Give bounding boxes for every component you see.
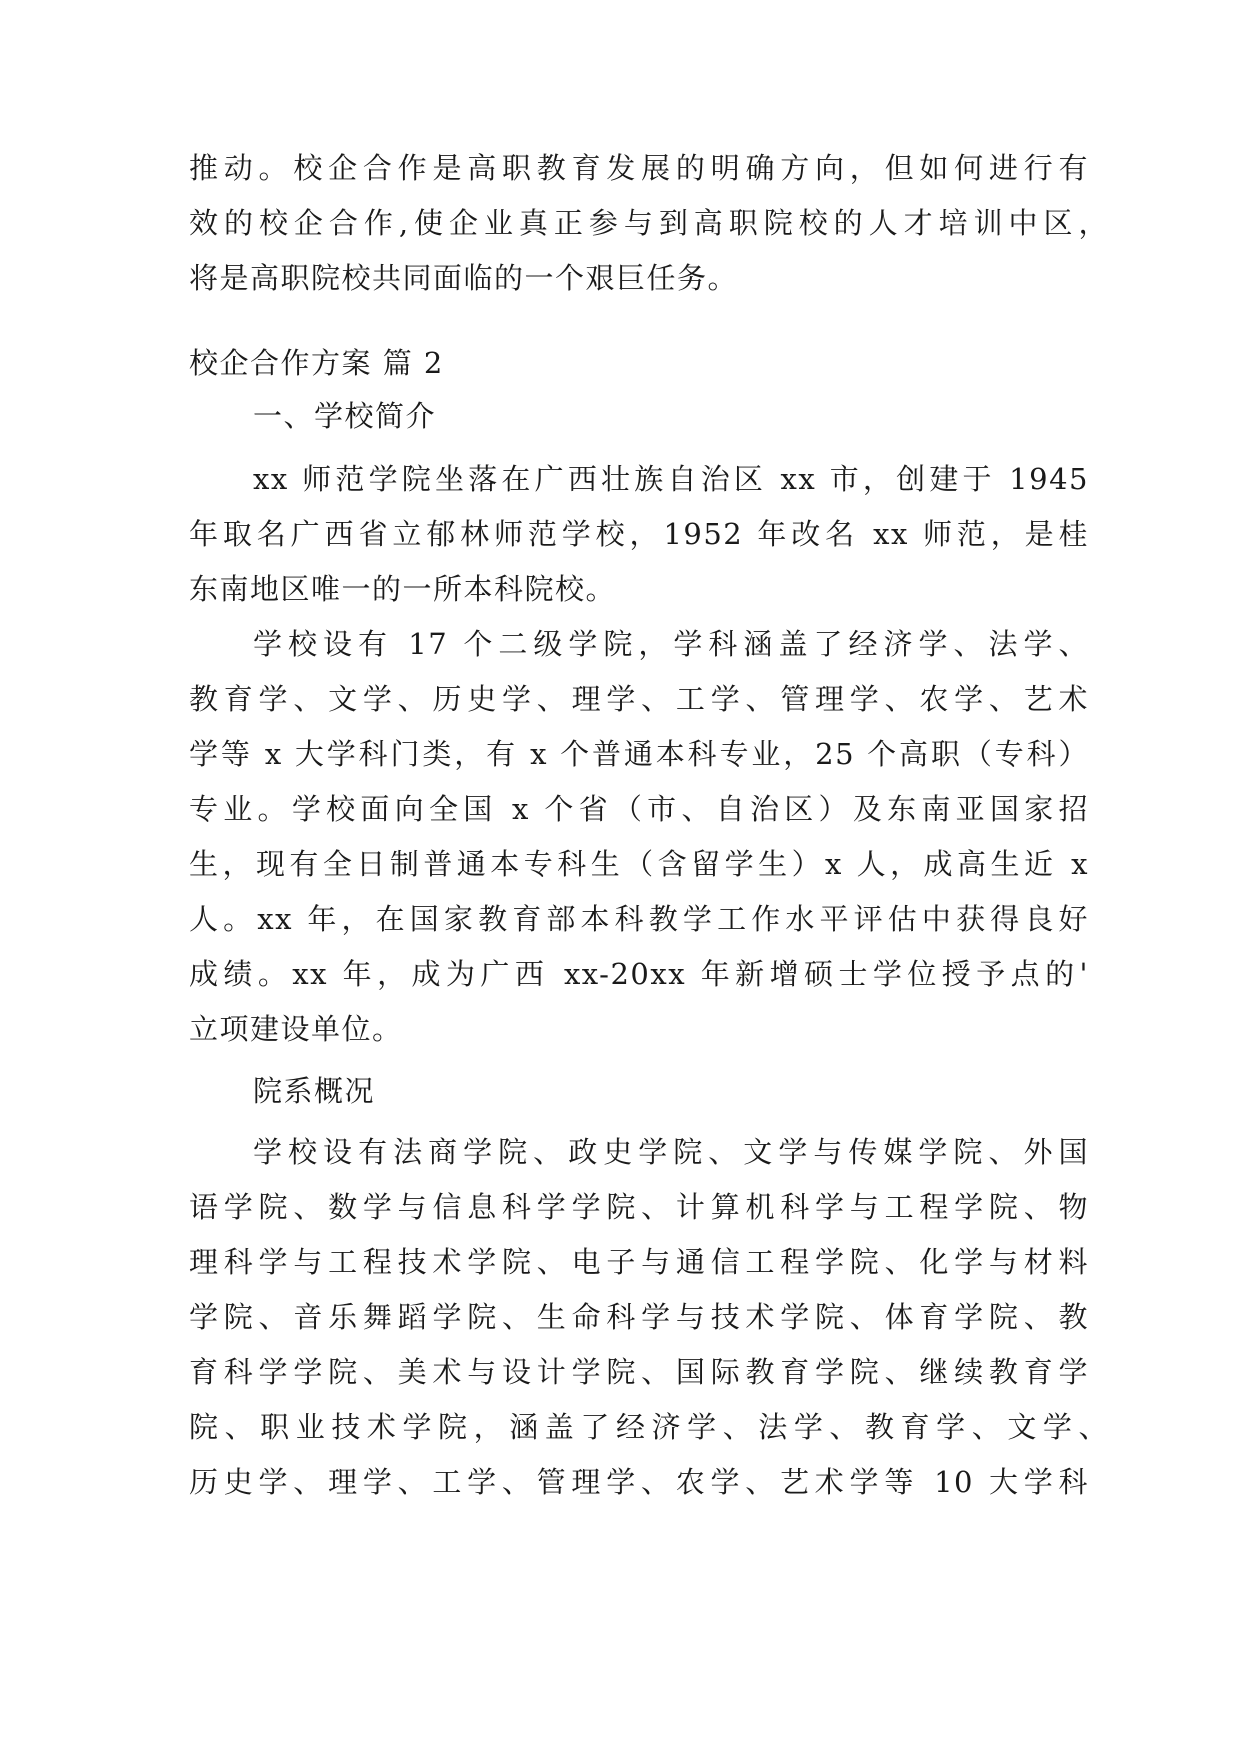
paragraph-line: 学校设有法商学院、政史学院、文学与传媒学院、外国: [253, 1135, 1089, 1169]
paragraph-line: xx 师范学院坐落在广西壮族自治区 xx 市，创建于 1945: [253, 462, 1089, 496]
paragraph-line: 学等 x 大学科门类，有 x 个普通本科专业，25 个高职（专科）: [189, 737, 1089, 771]
paragraph-line: 立项建设单位。: [189, 1012, 403, 1046]
paragraph-line: 院、职业技术学院，涵盖了经济学、法学、教育学、文学、: [189, 1410, 1109, 1444]
subsection-heading: 院系概况: [253, 1074, 376, 1108]
paragraph-line: 专业。学校面向全国 x 个省（市、自治区）及东南亚国家招: [189, 792, 1089, 826]
paragraph-line: 推动。校企合作是高职教育发展的明确方向，但如何进行有: [189, 151, 1089, 185]
paragraph-line: 理科学与工程技术学院、电子与通信工程学院、化学与材料: [189, 1245, 1089, 1279]
section-heading: 校企合作方案 篇 2: [189, 346, 444, 380]
paragraph-line: 学校设有 17 个二级学院，学科涵盖了经济学、法学、: [253, 627, 1089, 661]
paragraph-line: 育科学学院、美术与设计学院、国际教育学院、继续教育学: [189, 1355, 1089, 1389]
paragraph-line: 效的校企合作,使企业真正参与到高职院校的人才培训中区，: [189, 206, 1109, 240]
paragraph-line: 学院、音乐舞蹈学院、生命科学与技术学院、体育学院、教: [189, 1300, 1089, 1334]
subsection-heading: 一、学校简介: [253, 399, 437, 433]
paragraph-line: 语学院、数学与信息科学学院、计算机科学与工程学院、物: [189, 1190, 1089, 1224]
paragraph-line: 人。xx 年，在国家教育部本科教学工作水平评估中获得良好: [189, 902, 1089, 936]
paragraph-line: 成绩。xx 年，成为广西 xx-20xx 年新增硕士学位授予点的': [189, 957, 1089, 991]
paragraph-line: 教育学、文学、历史学、理学、工学、管理学、农学、艺术: [189, 682, 1089, 716]
paragraph-line: 生，现有全日制普通本专科生（含留学生）x 人，成高生近 x: [189, 847, 1089, 881]
paragraph-line: 历史学、理学、工学、管理学、农学、艺术学等 10 大学科: [189, 1465, 1089, 1499]
paragraph-line: 年取名广西省立郁林师范学校，1952 年改名 xx 师范，是桂: [189, 517, 1089, 551]
paragraph-line: 东南地区唯一的一所本科院校。: [189, 572, 617, 606]
paragraph-line: 将是高职院校共同面临的一个艰巨任务。: [189, 261, 739, 295]
